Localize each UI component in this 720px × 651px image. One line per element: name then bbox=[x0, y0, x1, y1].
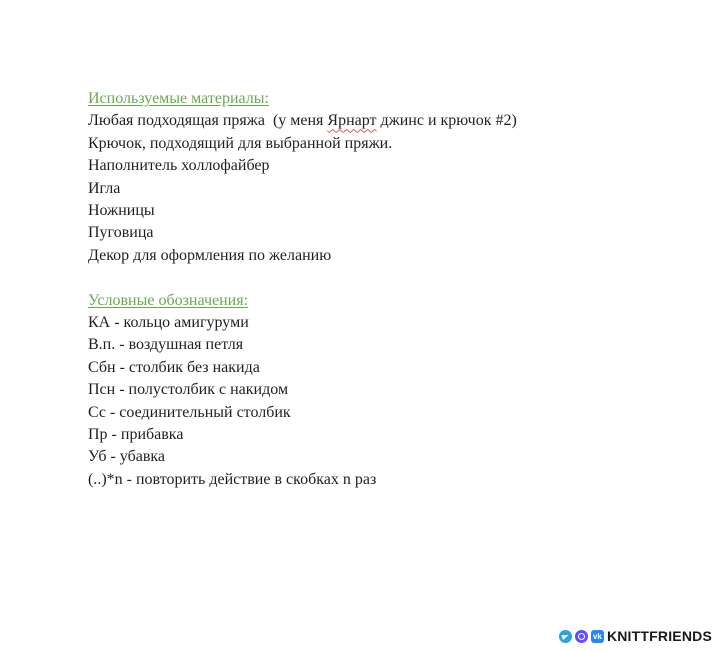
legend-item: КА - кольцо амигуруми bbox=[88, 314, 249, 332]
material-item: Ножницы bbox=[88, 202, 155, 220]
material-item: Наполнитель холлофайбер bbox=[88, 157, 270, 175]
brand-watermark bbox=[559, 628, 712, 644]
legend-item: Сбн - столбик без накида bbox=[88, 358, 260, 376]
material-item: Крючок, подходящий для выбранной пряжи. bbox=[88, 134, 393, 152]
legend-item: Уб - убавка bbox=[88, 448, 166, 466]
legend-item: (..)*n - повторить действие в скобках n раз bbox=[88, 470, 377, 488]
legend-item: Псн - полустолбик с накидом bbox=[88, 381, 289, 399]
legend-item: Сс - соединительный столбик bbox=[88, 403, 291, 421]
materials-heading: Используемые материалы: bbox=[88, 90, 269, 107]
spellcheck-word: Ярнарт bbox=[327, 112, 377, 130]
vk-icon: vk bbox=[591, 630, 604, 643]
legend-item: В.п. - воздушная петля bbox=[88, 336, 244, 354]
legend-heading: Условные обозначения: bbox=[88, 291, 249, 309]
paragraph-gap bbox=[88, 267, 688, 289]
ok-icon bbox=[575, 630, 588, 643]
telegram-icon bbox=[559, 630, 572, 643]
material-item: Любая подходящая пряжа (у меня Ярнарт джинс и крючок #2) bbox=[88, 112, 517, 130]
material-item: Игла bbox=[88, 179, 121, 197]
legend-item: Пр - прибавка bbox=[88, 426, 184, 444]
material-item: Пуговица bbox=[88, 224, 154, 242]
document-body bbox=[88, 88, 688, 491]
material-item: Декор для оформления по желанию bbox=[88, 246, 332, 264]
brand-name: KNITTFRIENDS bbox=[606, 628, 712, 644]
